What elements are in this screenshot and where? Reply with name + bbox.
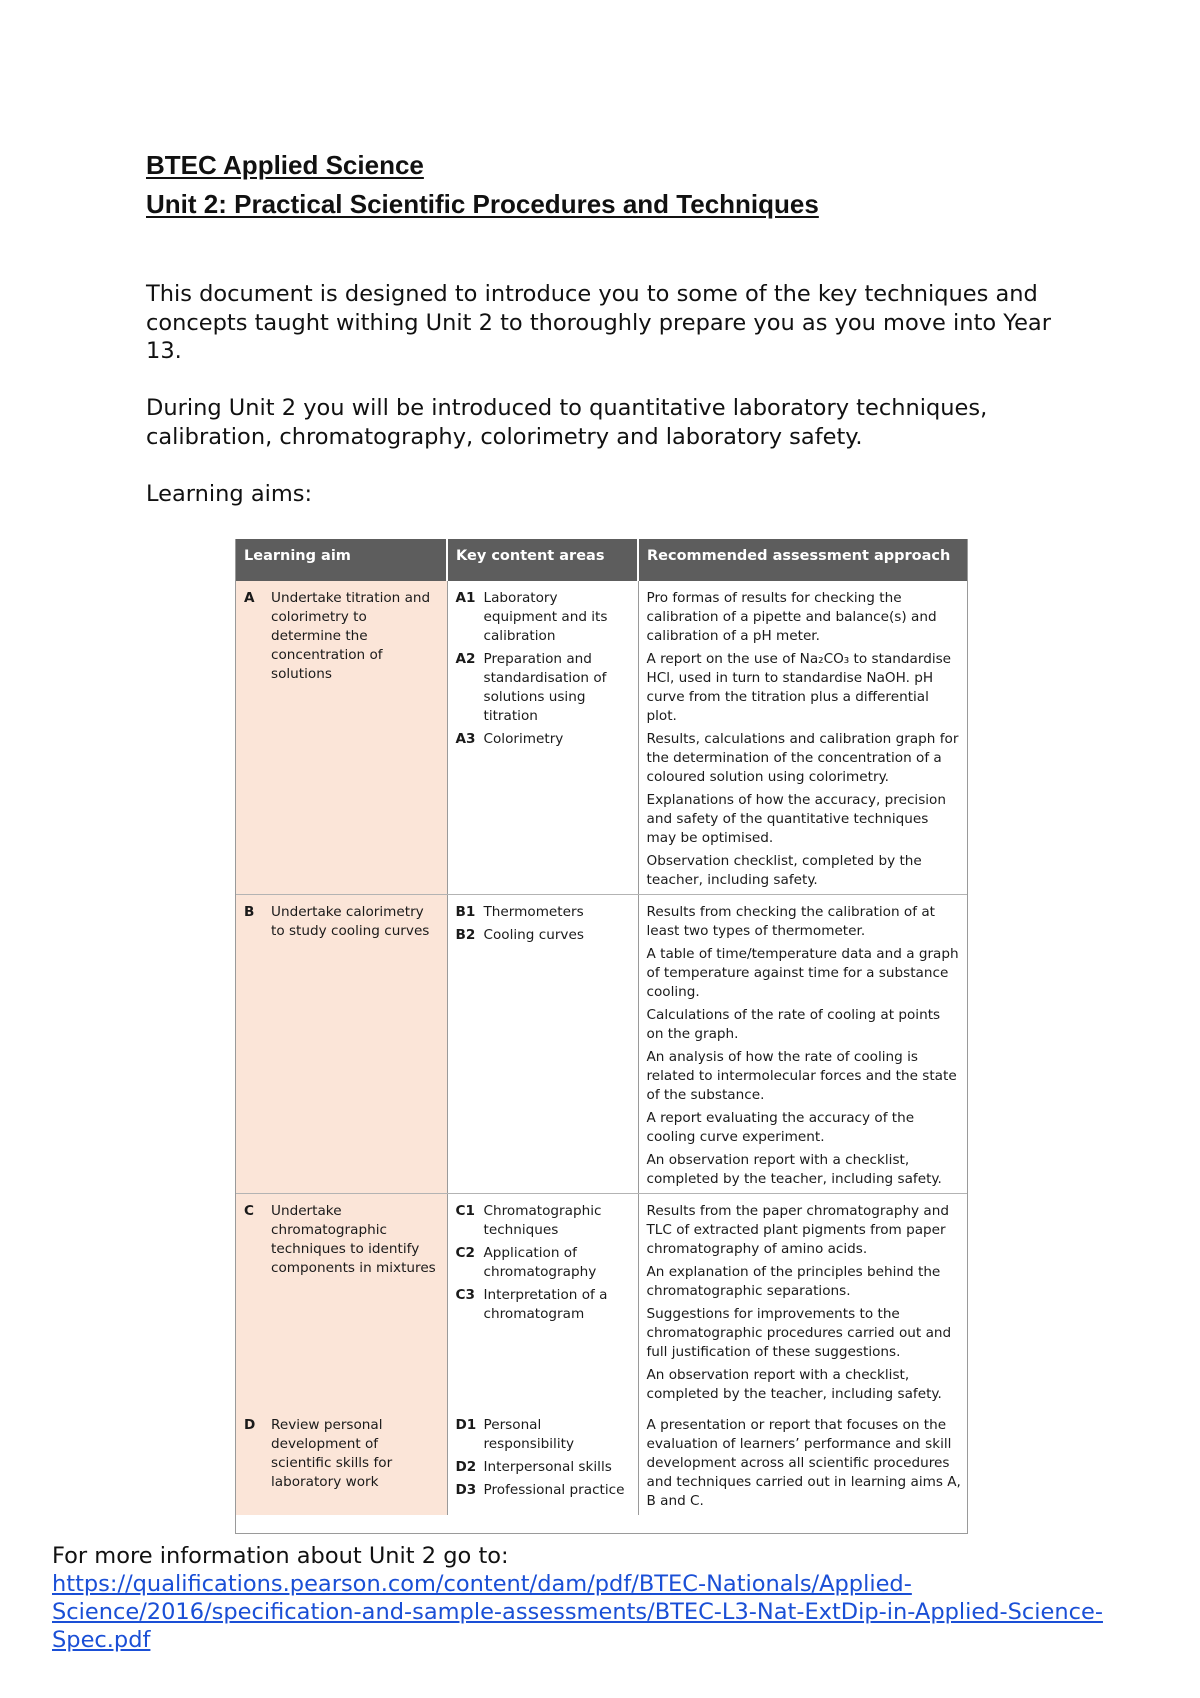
content-text: Laboratory equipment and its calibration: [483, 590, 608, 644]
content-text: Interpretation of a chromatogram: [483, 1287, 608, 1322]
aim-code: C: [244, 1203, 254, 1219]
table-row: [236, 1408, 968, 1515]
content-text: Interpersonal skills: [483, 1459, 612, 1475]
content-text: Cooling curves: [483, 927, 584, 943]
assessment-item: A report evaluating the accuracy of the cooling curve experiment.: [646, 1110, 915, 1145]
assessment-item: Results, calculations and calibration graph for the determination of the concentration of a coloured solution using colorimetry.: [646, 731, 959, 785]
assessment-item: An observation report with a checklist, completed by the teacher, including safety.: [646, 1152, 942, 1187]
content-text: Thermometers: [483, 904, 584, 920]
aim-text: Undertake chromatographic techniques to identify components in mixtures: [271, 1203, 436, 1276]
assessment-item: A report on the use of Na₂CO₃ to standardise HCl, used in turn to standardise NaOH. pH curve from the titration plus a differential plot.: [646, 651, 952, 724]
aim-cell: [236, 1194, 447, 1409]
more-info-text: For more information about Unit 2 go to:: [52, 1543, 509, 1569]
aim-cell: [236, 895, 447, 1194]
table-row: [236, 1194, 968, 1409]
content-code: B1: [455, 904, 476, 920]
assessment-item: Suggestions for improvements to the chromatographic procedures carried out and full justification of these suggestions.: [646, 1306, 952, 1360]
aim-text: Review personal development of scientific skills for laboratory work: [271, 1417, 393, 1490]
header-key-content: Key content areas: [447, 539, 638, 581]
spec-link-paragraph: [52, 1570, 1172, 1654]
assessment-cell: [638, 581, 968, 895]
content-text: Preparation and standardisation of solutions using titration: [483, 651, 607, 724]
header-learning-aim: Learning aim: [236, 539, 447, 581]
content-text: Professional practice: [483, 1482, 625, 1498]
assessment-item: Observation checklist, completed by the teacher, including safety.: [646, 853, 922, 888]
content-cell: [447, 1408, 638, 1515]
content-text: Application of chromatography: [483, 1245, 597, 1280]
aim-cell: [236, 581, 447, 895]
content-cell: [447, 581, 638, 895]
assessment-item: Results from the paper chromatography and TLC of extracted plant pigments from paper chromatography of amino acids.: [646, 1203, 950, 1257]
assessment-cell: [638, 1194, 968, 1409]
content-text: Personal responsibility: [483, 1417, 574, 1452]
header-assessment: Recommended assessment approach: [638, 539, 968, 581]
assessment-item: Calculations of the rate of cooling at points on the graph.: [646, 1007, 941, 1042]
aim-text: Undertake calorimetry to study cooling curves: [271, 904, 430, 939]
document-title: BTEC Applied Science: [146, 150, 424, 180]
learning-aims-label: Learning aims:: [146, 481, 313, 507]
assessment-item: An analysis of how the rate of cooling is related to intermolecular forces and the state of the substance.: [646, 1049, 957, 1103]
intro-paragraph: This document is designed to introduce you to some of the key techniques and concepts taught withing Unit 2 to thoroughly prepare you as you move into Year 13.: [146, 281, 1051, 364]
aim-text: Undertake titration and colorimetry to determine the concentration of solutions: [271, 590, 431, 682]
assessment-item: A presentation or report that focuses on the evaluation of learners’ performance and skill development across all scientific procedures and techniques carried out in learning aims A, B and C.: [646, 1417, 961, 1509]
content-code: C3: [455, 1287, 475, 1303]
aim-code: B: [244, 904, 255, 920]
assessment-item: A table of time/temperature data and a graph of temperature against time for a substance cooling.: [646, 946, 959, 1000]
assessment-item: Results from checking the calibration of at least two types of thermometer.: [646, 904, 935, 939]
content-text: Colorimetry: [483, 731, 564, 747]
content-code: D2: [455, 1459, 477, 1475]
content-code: D3: [455, 1482, 477, 1498]
content-code: A3: [455, 731, 476, 747]
content-cell: [447, 1194, 638, 1409]
unit-title: Unit 2: Practical Scientific Procedures and Techniques: [146, 189, 819, 219]
learning-aims-table: [236, 539, 968, 1515]
specification-link[interactable]: https://qualifications.pearson.com/content/dam/pdf/BTEC-Nationals/Applied-Science/2016/specification-and-sample-assessments/BTEC-L3-Nat-ExtDip-in-Applied-Science-Spec.pdf: [52, 1571, 1103, 1653]
content-code: B2: [455, 927, 476, 943]
content-code: C2: [455, 1245, 475, 1261]
assessment-cell: [638, 895, 968, 1194]
table-row: [236, 581, 968, 895]
table-header-row: [236, 539, 968, 581]
content-code: D1: [455, 1417, 477, 1433]
content-cell: [447, 895, 638, 1194]
content-text: Chromatographic techniques: [483, 1203, 602, 1238]
assessment-item: An explanation of the principles behind the chromatographic separations.: [646, 1264, 941, 1299]
table-row: [236, 895, 968, 1194]
aim-code: D: [244, 1417, 256, 1433]
aim-code: A: [244, 590, 255, 606]
unit-overview-paragraph: During Unit 2 you will be introduced to quantitative laboratory techniques, calibration, chromatography, colorimetry and laboratory safety.: [146, 395, 988, 450]
content-code: C1: [455, 1203, 475, 1219]
assessment-cell: [638, 1408, 968, 1515]
assessment-item: Explanations of how the accuracy, precision and safety of the quantitative techniques may be optimised.: [646, 792, 946, 846]
content-code: A1: [455, 590, 476, 606]
aim-cell: [236, 1408, 447, 1515]
assessment-item: Pro formas of results for checking the calibration of a pipette and balance(s) and calibration of a pH meter.: [646, 590, 937, 644]
content-code: A2: [455, 651, 476, 667]
learning-aims-table-wrapper: [235, 539, 968, 1534]
assessment-item: An observation report with a checklist, completed by the teacher, including safety.: [646, 1367, 942, 1402]
